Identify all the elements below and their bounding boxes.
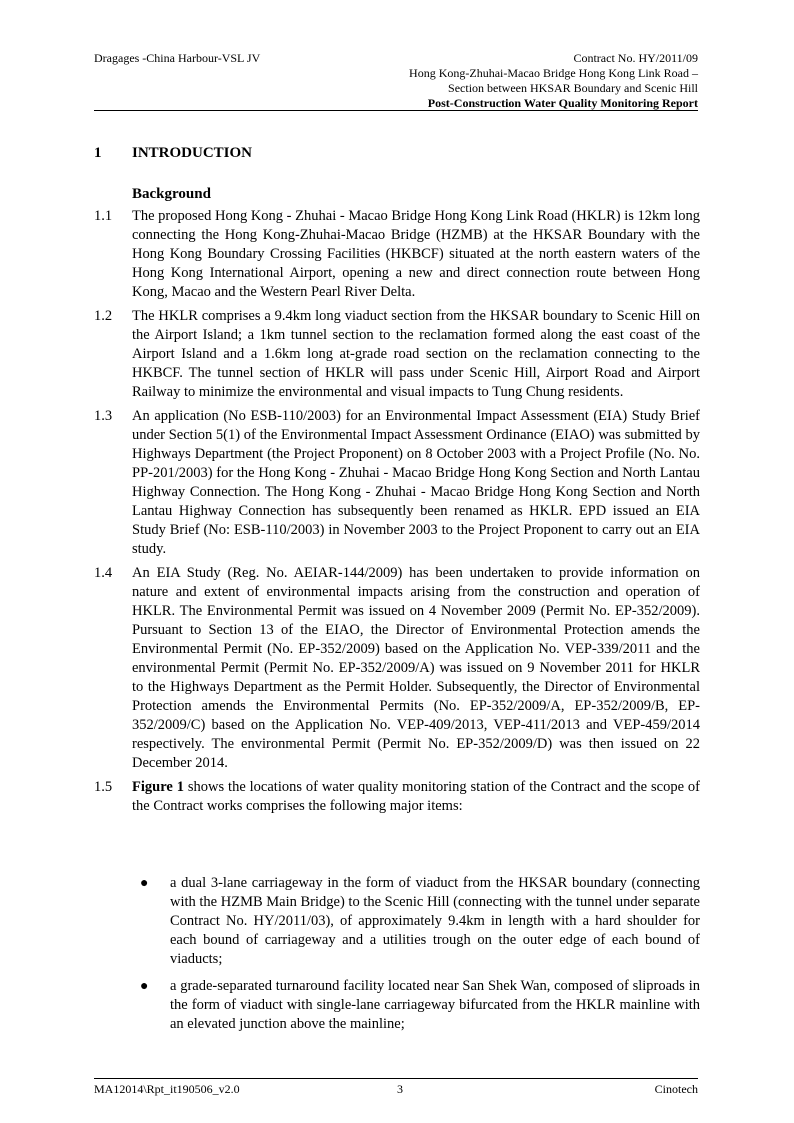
header-report-title: Post-Construction Water Quality Monitoring Report xyxy=(427,96,698,110)
paragraph-text: The HKLR comprises a 9.4km long viaduct section from the HKSAR boundary to Scenic Hill on the Airport Island; a 1km tunnel section to the reclamation formed along the east coast of the Airport Island and a 1.6km long at-grade road section on the reclamation connecting to the HKBCF. The tunnel section of HKLR will pass under Scenic Hill, Airport Road and Airport Railway to minimize the environmental and visual impacts to Tung Chung residents. xyxy=(132,308,700,400)
header-contract-no: Contract No. HY/2011/09 xyxy=(573,51,698,65)
paragraph-text: An EIA Study (Reg. No. AEIAR-144/2009) has been undertaken to provide information on nature and extent of environmental impacts arising from the construction and operation of HKLR. The Environmental Permit was issued on 4 November 2009 (Permit No. EP-352/2009). Pursuant to Section 13 of the EIAO, the Director of Environmental Protection amends the Environmental Permit (No. EP-352/2009) based on the Application No. VEP-339/2011 and the environmental Permit (Permit No. EP-352/2009/A) was issued on 9 November 2011 for HKLR to the Highways Department as the Permit Holder. Subsequently, the Director of Environmental Protection amends the Environmental Permits (No. EP-352/2009/A, EP-352/2009/B, EP-352/2009/C) based on the Application No. VEP-409/2013, VEP-411/2013 and VEP-459/2014 respectively. The environmental Permit (Permit No. EP-352/2009/D) was then issued on 22 December 2014. xyxy=(132,565,700,771)
header-project-name: Hong Kong-Zhuhai-Macao Bridge Hong Kong Link Road – xyxy=(409,66,698,80)
bullet-text: a dual 3-lane carriageway in the form of viaduct from the HKSAR boundary (connecting with the HZMB Main Bridge) to the Scenic Hill (connecting with the tunnel under separate Contract No. HY/2011/03), of approximately 9.4km in length with a hard shoulder for each bound of carriageway and a utilities trough on the outer edge of each bound of viaducts; xyxy=(170,875,700,967)
paragraph-number: 1.2 xyxy=(94,308,113,324)
footer-divider xyxy=(94,1078,698,1079)
paragraph-list xyxy=(94,207,700,821)
bullet-item xyxy=(140,874,700,969)
footer-file-reference: MA12014\Rpt_it190506_v2.0 xyxy=(94,1082,240,1096)
paragraph-number: 1.4 xyxy=(94,565,113,581)
footer-company: Cinotech xyxy=(654,1082,698,1096)
header-company: Dragages -China Harbour-VSL JV xyxy=(94,51,261,65)
header-section-name: Section between HKSAR Boundary and Scenic Hill xyxy=(448,81,698,95)
bullet-item xyxy=(140,977,700,1034)
paragraph-1-3 xyxy=(94,407,700,559)
subheading-background: Background xyxy=(132,186,211,202)
paragraph-text xyxy=(132,778,700,816)
bullet-dot-icon: ● xyxy=(140,876,149,891)
header-contract-block xyxy=(278,51,698,111)
paragraph-text: The proposed Hong Kong - Zhuhai - Macao Bridge Hong Kong Link Road (HKLR) is 12km long connecting the Hong Kong-Zhuhai-Macao Bridge (HZMB) at the HKSAR Boundary with the Hong Kong Boundary Crossing Facilities (HKBCF) situated at the north eastern waters of the Hong Kong International Airport, opening a new and direct connection route between Hong Kong, Macao and the Western Pearl River Delta. xyxy=(132,208,700,300)
paragraph-1-4 xyxy=(94,564,700,773)
paragraph-text-rest: shows the locations of water quality monitoring station of the Contract and the scope of the Contract works comprises the following major items: xyxy=(132,779,700,814)
paragraph-1-5 xyxy=(94,778,700,816)
paragraph-number: 1.3 xyxy=(94,408,113,424)
bullet-dot-icon: ● xyxy=(140,979,149,994)
paragraph-text: An application (No ESB-110/2003) for an Environmental Impact Assessment (EIA) Study Brief under Section 5(1) of the Environmental Impact Assessment Ordinance (EIAO) was submitted by Highways Department (the Project Proponent) on 8 October 2003 with a Project Profile (No. No. PP-201/2003) for the Hong Kong - Zhuhai - Macao Bridge Hong Kong Section and North Lantau Highway Connection. The Hong Kong - Zhuhai - Macao Bridge Hong Kong Section and North Lantau Highway Connection has subsequently been renamed as HKLR. EPD issued an EIA Study Brief (No: ESB-110/2003) in November 2003 to the Project Proponent to carry out an EIA study. xyxy=(132,408,700,557)
section-title: INTRODUCTION xyxy=(132,145,253,161)
figure-reference: Figure 1 xyxy=(132,779,184,795)
bullet-text: a grade-separated turnaround facility located near San Shek Wan, composed of sliproads in the form of viaduct with single-lane carriageway bifurcated from the HKLR mainline with an elevated junction above the mainline; xyxy=(170,978,700,1032)
footer-page-number: 3 xyxy=(397,1082,403,1096)
scope-bullet-list xyxy=(140,874,700,1042)
paragraph-1-2 xyxy=(94,307,700,402)
paragraph-1-1 xyxy=(94,207,700,302)
paragraph-number: 1.1 xyxy=(94,208,113,224)
section-number: 1 xyxy=(94,145,102,161)
paragraph-number: 1.5 xyxy=(94,779,113,795)
header-divider xyxy=(94,110,698,111)
